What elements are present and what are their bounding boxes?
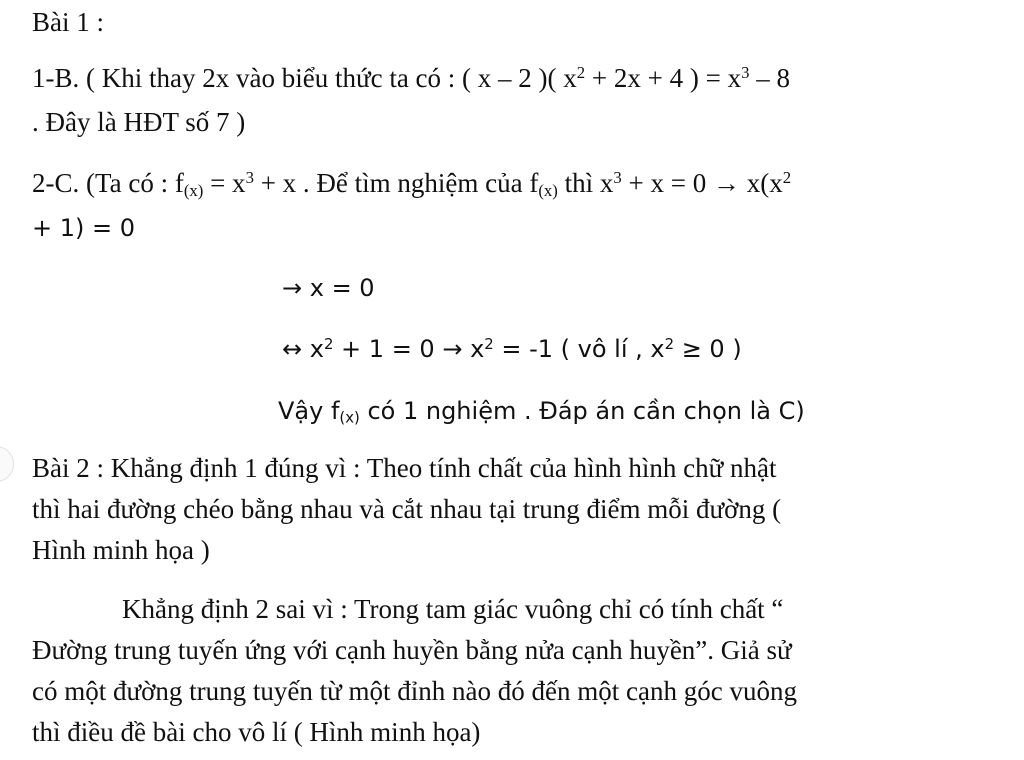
bai2-line5: Đường trung tuyến ứng với cạnh huyền bằng nửa cạnh huyền”. Giả sử bbox=[32, 635, 792, 665]
bai2-line7: thì điều đề bài cho vô lí ( Hình minh họa) bbox=[32, 717, 481, 747]
bai2-line4: Khẳng định 2 sai vì : Trong tam giác vuông chỉ có tính chất “ bbox=[122, 594, 784, 624]
q2-line1: 2-C. (Ta có : $f_{(x)} = x^3 + x$ . Để tìm nghiệm của $f_{(x)}$ thì $x^3 + x = 0 \to x(x^2$ bbox=[32, 167, 792, 201]
bai2-line1: Bài 2 : Khẳng định 1 đúng vì : Theo tính chất của hình hình chữ nhật bbox=[32, 453, 777, 483]
q1-line1: 1-B. ( Khi thay 2x vào biểu thức ta có : ( x – 2 )( $x^2 + 2x + 4$ ) = $x^3 - 8$ bbox=[32, 62, 790, 93]
bai2-line3: Hình minh họa ) bbox=[32, 535, 210, 565]
q2-conclusion: Vậy $f_{(x)}$ có 1 nghiệm . Đáp án cần chọn là C) bbox=[278, 397, 805, 427]
bai2-line6: có một đường trung tuyến từ một đỉnh nào đó đến một cạnh góc vuông bbox=[32, 676, 797, 706]
q2-step2: ↔ $x^2 + 1 = 0 \to x^2 = -1$ ( vô lí , $x^2 \ge 0$ ) bbox=[282, 334, 742, 363]
bai1-title: Bài 1 : bbox=[32, 7, 104, 37]
bai2-line2: thì hai đường chéo bằng nhau và cắt nhau tại trung điểm mỗi đường ( bbox=[32, 494, 782, 524]
q1-line2: . Đây là HĐT số 7 ) bbox=[32, 107, 246, 137]
q2-line2: + 1) = 0 bbox=[32, 214, 136, 242]
q2-step1: → x = 0 bbox=[282, 274, 375, 302]
page-edge-marker bbox=[0, 446, 14, 482]
